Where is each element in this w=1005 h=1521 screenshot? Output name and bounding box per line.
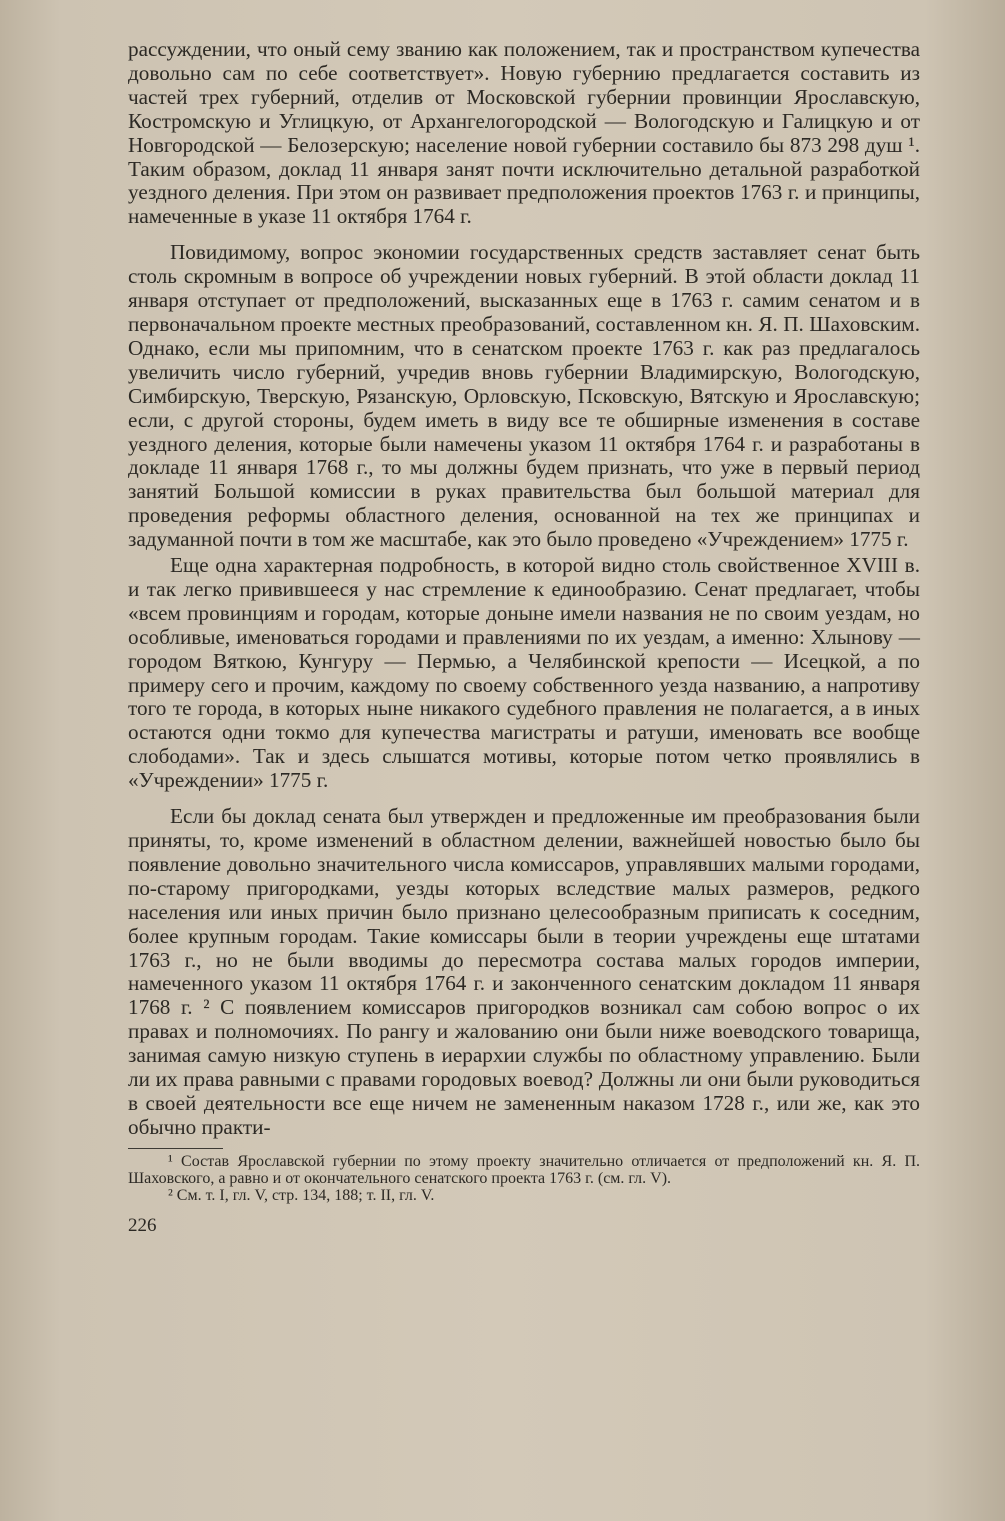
page-text [128,38,920,1236]
paragraph-commissars: Если бы доклад сената был утвержден и предложенные им преобразования были приняты, то, кроме изменений в областном делении, важнейшей новостью было бы появление довольно значительного числа комиссаров, управлявших малыми городами, по-старому пригородками, уезды которых вследствие малых размеров, редкого населения или иных причин было признано целесообразным приписать к соседним, более крупным городам. Такие комиссары были в теории учреждены еще штатами 1763 г., но не были вводимы до пересмотра состава малых городов империи, намеченного указом 11 октября 1764 г. и законченного сенатским докладом 11 января 1768 г. ² С появлением комиссаров пригородков возникал сам собою вопрос о их правах и полномочиях. По рангу и жалованию они были ниже воеводского товарища, занимая самую низкую ступень в иерархии службы по областному управлению. Были ли их права равными с правами городовых воевод? Должны ли они были руководиться в своей деятельности все еще ничем не замененным наказом 1728 г., или же, как это обычно практи- [128,804,920,1139]
footnote-1: ¹ Состав Ярославской губернии по этому проекту значительно отличается от предположений кн. Я. П. Шаховского, а равно и от окончательного сенатского проекта 1763 г. (см. гл. V). [128,1152,920,1187]
paragraph-uniformity: Еще одна характерная подробность, в которой видно столь свойственное XVIII в. и так легко привившееся у нас стремление к единообразию. Сенат предлагает, чтобы «всем провинциям и городам, которые доныне имели названия не по своим уездам, но особливые, именоваться городами и правлениями по их уездам, а именно: Хлынову — городом Вяткою, Кунгуру — Пермью, а Челябинской крепости — Исецкой, а по примеру сего и прочим, каждому по своему собственного уезда названию, а напротиву того те города, в которых ныне никакого судебного правления не полагается, а в иных остаются одни токмо для купечества магистраты и ратуши, именовать все вообще слободами». Так и здесь слышатся мотивы, которые потом четко проявлялись в «Учреждении» 1775 г. [128,553,920,793]
page-number: 226 [128,1214,157,1236]
paragraph-continued: рассуждении, что оный сему званию как положением, так и пространством купечества довольно сам по себе соответствует». Новую губернию предлагается составить из частей трех губерний, отделив от Московской губернии провинции Ярославскую, Костромскую и Углицкую, от Архангелогородской — Вологодскую и Галицкую и от Новгородской — Белозерскую; население новой губернии составило бы 873 298 душ ¹. Таким образом, доклад 11 января занят почти исключительно детальной разработкой уездного деления. При этом он развивает предположения проектов 1763 г. и принципы, намеченные в указе 11 октября 1764 г. [128,37,920,229]
footnote-separator [128,1148,223,1149]
footnote-2: ² См. т. I, гл. V, стр. 134, 188; т. II, гл. V. [168,1186,435,1204]
paragraph-economy: Повидимому, вопрос экономии государственных средств заставляет сенат быть столь скромным в вопросе об учреждении новых губерний. В этой области доклад 11 января отступает от предположений, высказанных еще в 1763 г. самим сенатом и в первоначальном проекте местных преобразований, составленном кн. Я. П. Шаховским. Однако, если мы припомним, что в сенатском проекте 1763 г. как раз предлагалось увеличить число губерний, учредив вновь губернии Владимирскую, Вологодскую, Симбирскую, Тверскую, Рязанскую, Орловскую, Псковскую, Вятскую и Ярославскую; если, с другой стороны, будем иметь в виду все те обширные изменения в составе уездного деления, которые были намечены указом 11 октября 1764 г. и разработаны в докладе 11 января 1768 г., то мы должны будем признать, что уже в первый период занятий Большой комиссии в руках правительства был большой материал для проведения реформы областного деления, основанной на тех же принципах и задуманной почти в том же масштабе, как это было проведено «Учреждением» 1775 г. [128,240,920,552]
